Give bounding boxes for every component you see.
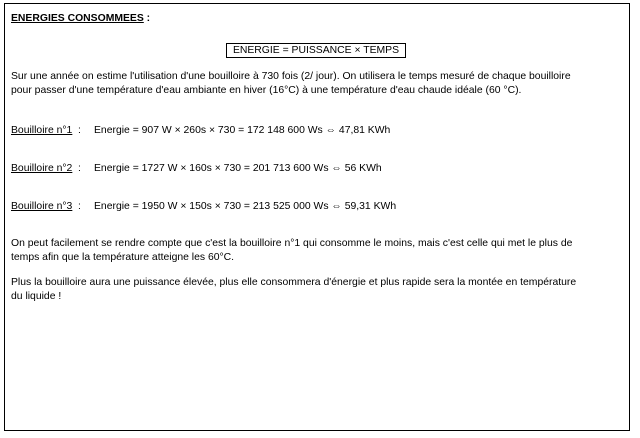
kettle-1-calculation: Energie = 907 W × 260s × 730 = 172 148 600 Ws ⇔ 47,81 KWh xyxy=(94,125,391,136)
formula-box: ENERGIE = PUISSANCE × TEMPS xyxy=(226,43,406,58)
heading-text: ENERGIES CONSOMMEES xyxy=(11,13,144,24)
heading-suffix: : xyxy=(143,13,151,24)
conclusion-1-line-1: On peut facilement se rendre compte que c'est la bouilloire n°1 qui consomme le moins, mais c'est celle qui met le plus de xyxy=(11,238,573,249)
conclusion-2-line-1: Plus la bouilloire aura une puissance élevée, plus elle consommera d'énergie et plus rapide sera la montée en température xyxy=(11,277,577,288)
kettle-2-label: Bouilloire n°2 xyxy=(11,163,73,174)
kettle-3-label: Bouilloire n°3 xyxy=(11,201,73,212)
intro-line-2: pour passer d'une température d'eau ambiante en hiver (16°C) à une température d'eau chaude idéale (60 °C). xyxy=(11,85,522,96)
kettle-2-colon: : xyxy=(78,163,81,174)
kettle-3-colon: : xyxy=(78,201,81,212)
conclusion-2-line-2: du liquide ! xyxy=(11,291,62,302)
conclusion-1-line-2: temps afin que la température atteigne les 60°C. xyxy=(11,252,235,263)
kettle-3-calculation: Energie = 1950 W × 150s × 730 = 213 525 000 Ws ⇔ 59,31 KWh xyxy=(94,201,397,212)
section-heading xyxy=(11,12,150,26)
document-frame xyxy=(4,3,630,431)
kettle-2-calculation: Energie = 1727 W × 160s × 730 = 201 713 600 Ws ⇔ 56 KWh xyxy=(94,163,382,174)
kettle-1-colon: : xyxy=(78,125,81,136)
intro-line-1: Sur une année on estime l'utilisation d'une bouilloire à 730 fois (2/ jour). On utilisera le temps mesuré de chaque bouilloire xyxy=(11,71,571,82)
kettle-1-label: Bouilloire n°1 xyxy=(11,125,73,136)
